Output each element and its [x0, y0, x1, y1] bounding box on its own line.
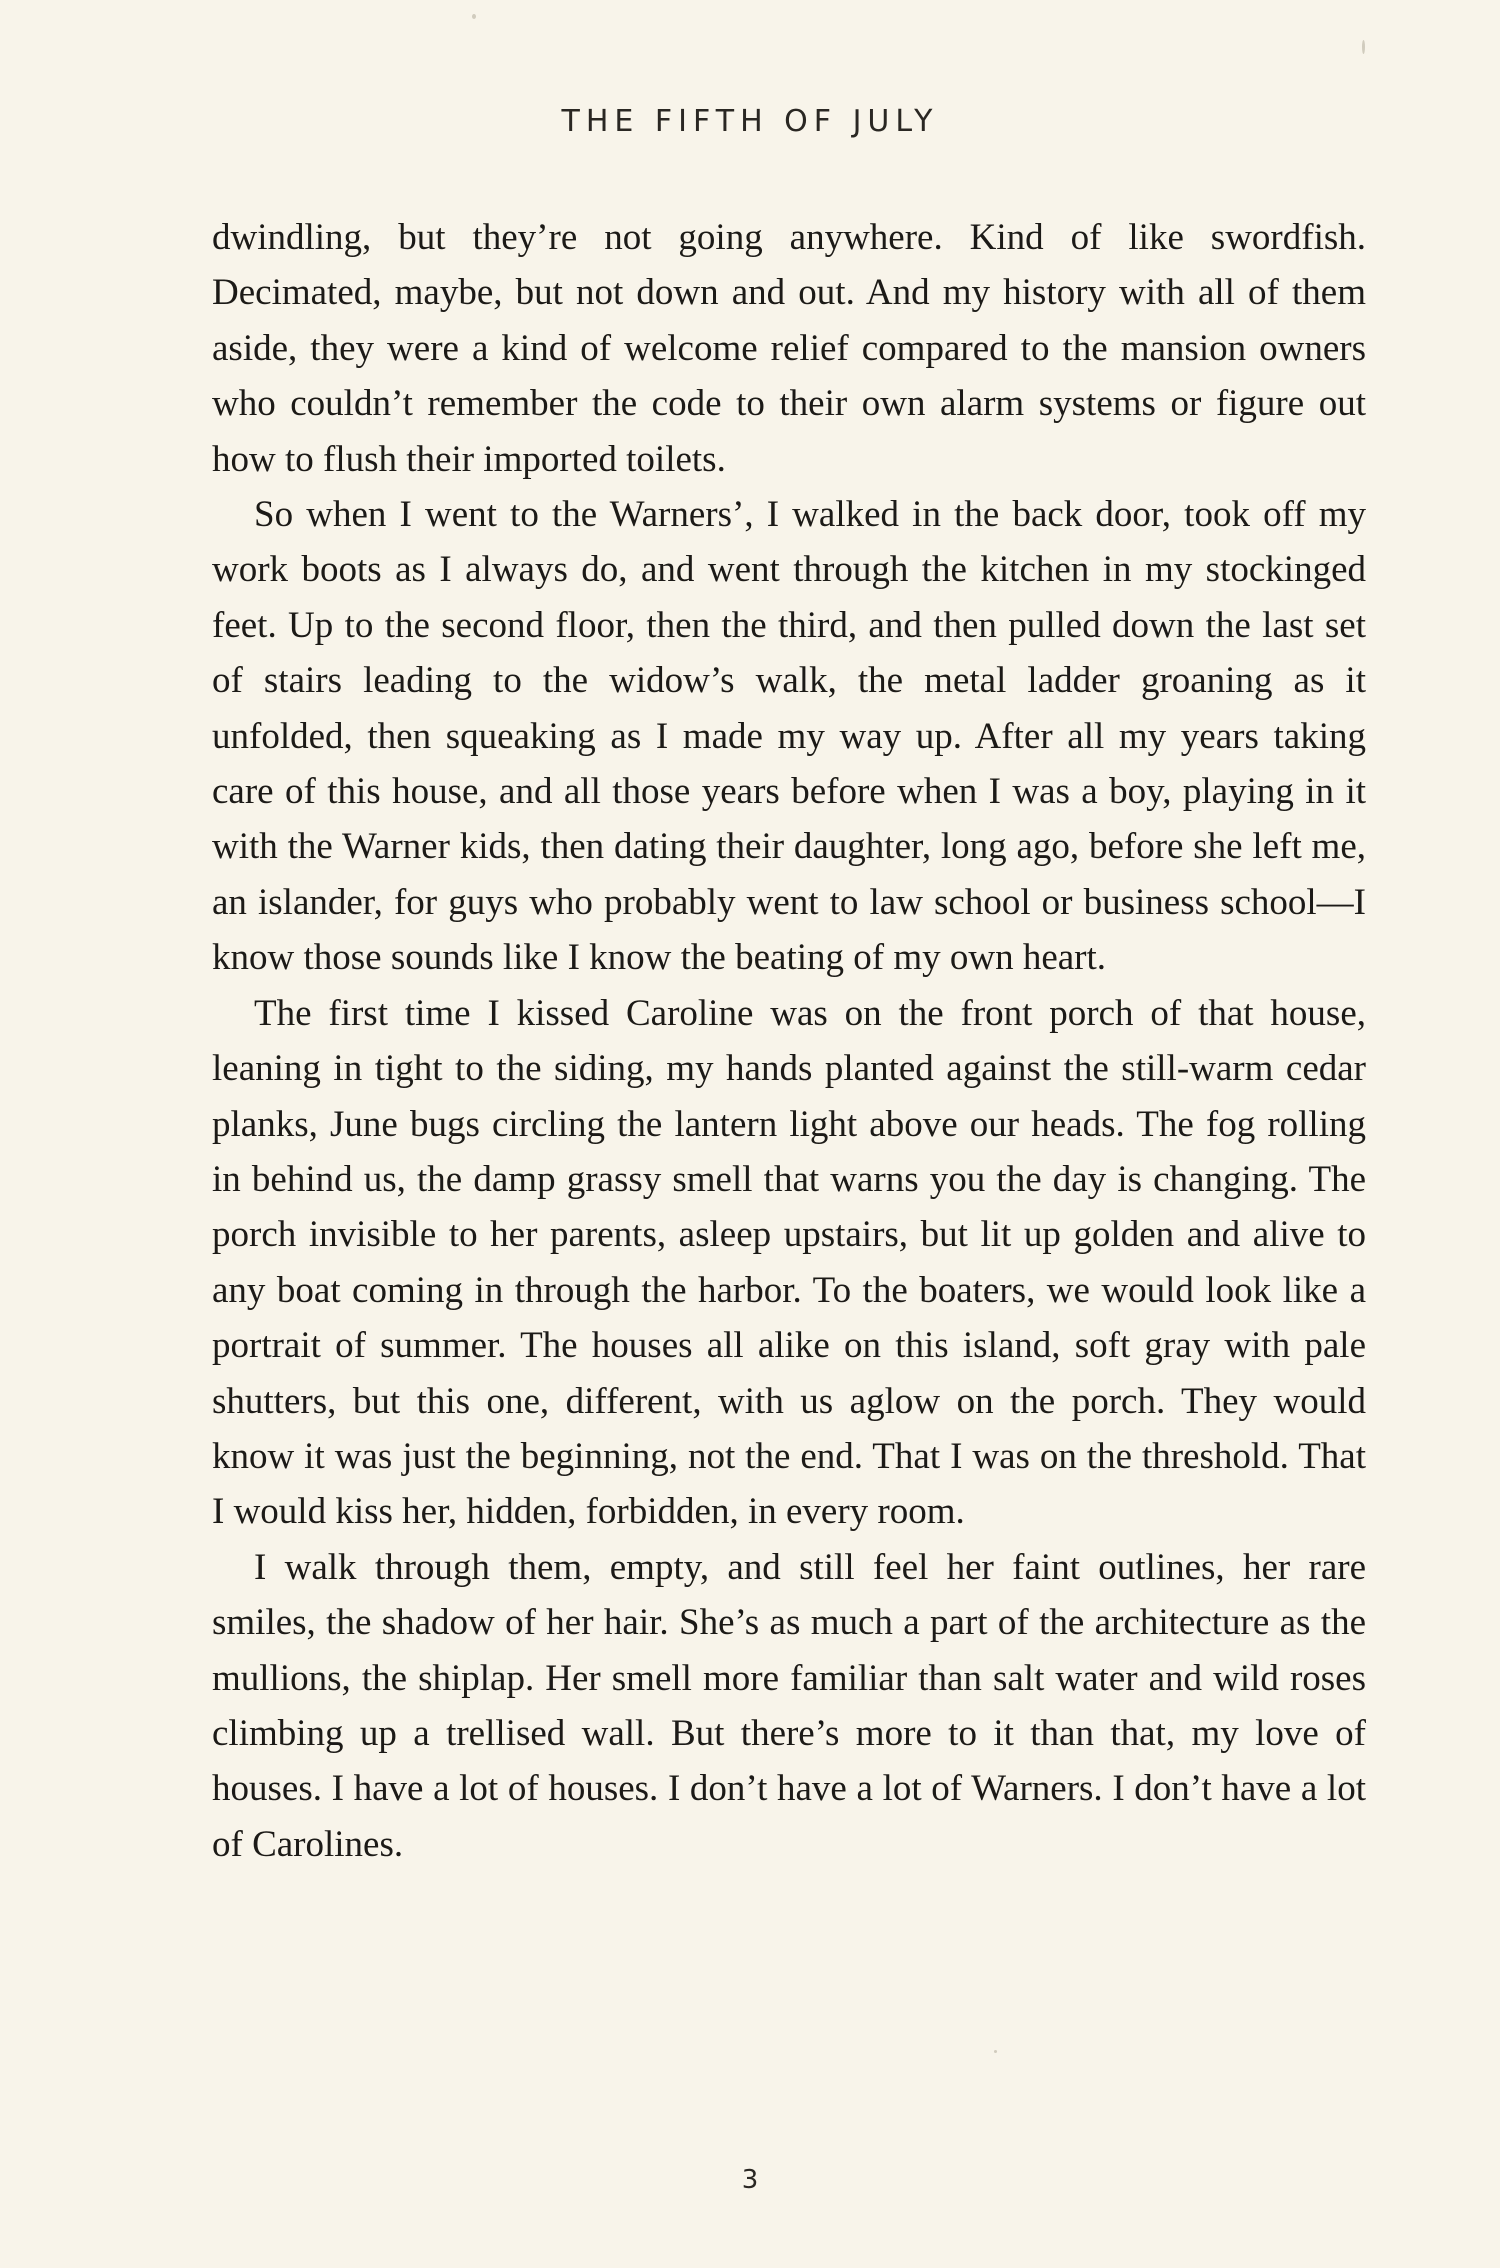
scan-speck: [994, 2050, 997, 2053]
scan-speck: [1362, 40, 1365, 54]
running-head: THE FIFTH OF JULY: [561, 104, 939, 139]
paragraph: I walk through them, empty, and still feel her faint outlines, her rare smiles, the shadow of her hair. She’s as much a part of the architecture as the mullions, the shiplap. Her smell more familiar than salt water and wild roses climbing up a trellised wall. But there’s more to it than that, my love of houses. I have a lot of houses. I don’t have a lot of Warners. I don’t have a lot of Carolines.: [212, 1546, 1366, 1865]
body-text: [212, 210, 1366, 1872]
paragraph: So when I went to the Warners’, I walked in the back door, took off my work boots as I always do, and went through the kitchen in my stockinged feet. Up to the second floor, then the third, and then pulled down the last set of stairs leading to the widow’s walk, the metal ladder groaning as it unfolded, then squeaking as I made my way up. After all my years taking care of this house, and all those years before when I was a boy, playing in it with the Warner kids, then dating their daughter, long ago, before she left me, an islander, for guys who probably went to law school or business school—I know those sounds like I know the beating of my own heart.: [212, 494, 1366, 979]
paragraph: The first time I kissed Caroline was on the front porch of that house, leaning in tight to the siding, my hands planted against the still-warm cedar planks, June bugs circling the lantern light above our heads. The fog rolling in behind us, the damp grassy smell that warns you the day is changing. The porch invisible to her parents, asleep upstairs, but lit up golden and alive to any boat coming in through the harbor. To the boaters, we would look like a portrait of summer. The houses all alike on this island, soft gray with pale shutters, but this one, different, with us aglow on the porch. They would know it was just the beginning, not the end. That I was on the threshold. That I would kiss her, hidden, forbidden, in every room.: [212, 992, 1366, 1533]
page-number: 3: [741, 2165, 759, 2195]
paragraph: dwindling, but they’re not going anywhere. Kind of like swordfish. Decimated, maybe, but not down and out. And my history with all of them aside, they were a kind of welcome relief compared to the mansion owners who couldn’t remember the code to their own alarm systems or figure out how to flush their imported toilets.: [212, 217, 1366, 480]
scan-speck: [472, 14, 476, 19]
